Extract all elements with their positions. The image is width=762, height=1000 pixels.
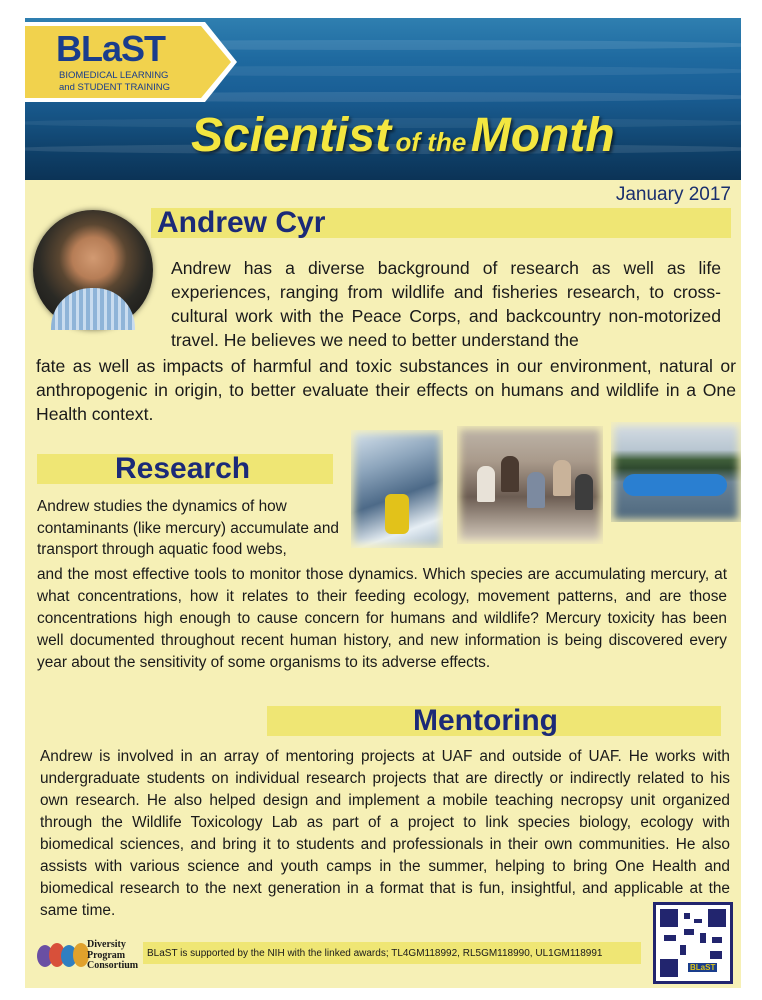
- logo-title: BLaST: [56, 28, 166, 69]
- scientist-name: Andrew Cyr: [157, 206, 326, 239]
- research-paragraph-2: and the most effective tools to monitor those dynamics. Which species are accumulating mercury, at what concentrations, how it relates to their feeding ecology, movement patterns, and are those concentrations high enough to cause concern for humans and wildlife? Mercury toxicity has been well documented throughout recent human history, and new information is being discovered every year about the sensitivity of some organisms to its adverse effects.: [37, 566, 727, 671]
- dpc-line3: Consortium: [87, 960, 139, 971]
- research-heading: Research: [115, 452, 251, 485]
- banner-title: [191, 108, 615, 163]
- logo-subtitle-line2: and STUDENT TRAINING: [59, 82, 171, 93]
- header-banner: [25, 18, 741, 180]
- funding-statement: BLaST is supported by the NIH with the linked awards; TL4GM118992, RL5GM118990, UL1GM118991: [147, 948, 603, 959]
- qr-center-logo: BLaST: [690, 963, 716, 972]
- research-paragraph-1: Andrew studies the dynamics of how contaminants (like mercury) accumulate and transport through aquatic food webs,: [37, 498, 339, 558]
- logo-subtitle-line1: BIOMEDICAL LEARNING: [59, 70, 169, 81]
- flyer-page: [25, 18, 741, 988]
- dpc-wordmark: [87, 940, 138, 972]
- students-lab-photo: [457, 426, 603, 544]
- mentoring-paragraph: Andrew is involved in an array of mentoring projects at UAF and outside of UAF. He works with undergraduate students on individual research projects that are directly or indirectly related to his own research. He also helped design and implement a mobile teaching necropsy unit organized through the Wildlife Toxicology Lab as part of a project to link species biology, ecology with biomedical sciences, and bring it to students and professionals in their own communities. He also assists with various science and youth camps in the summer, helping to bring One Health and biomedical research to the next generation in a format that is fun, insightful, and applicable at the same time.: [40, 748, 730, 919]
- banner-title-word2: Month: [470, 109, 615, 162]
- dpc-line2: Program: [87, 949, 126, 961]
- portrait-photo: [33, 210, 153, 330]
- mentoring-heading: Mentoring: [413, 704, 558, 737]
- intro-paragraph-2: fate as well as impacts of harmful and toxic substances in our environment, natural or anthropogenic in origin, to better evaluate their effects on humans and wildlife in a One Health context.: [36, 356, 736, 424]
- banner-title-of-the: of the: [395, 127, 467, 157]
- banner-title-word1: Scientist: [191, 109, 392, 162]
- qr-code: [653, 902, 733, 984]
- raft-river-photo: [611, 422, 741, 522]
- dpc-line1: Diversity: [87, 939, 126, 950]
- glacier-climber-photo: [351, 430, 443, 548]
- issue-date: January 2017: [615, 184, 731, 205]
- intro-paragraph-1: Andrew has a diverse background of research as well as life experiences, ranging from wildlife and fisheries research, to cross-cultural work with the Peace Corps, and backcountry non-motorized travel. He believes we need to better understand the: [171, 258, 721, 350]
